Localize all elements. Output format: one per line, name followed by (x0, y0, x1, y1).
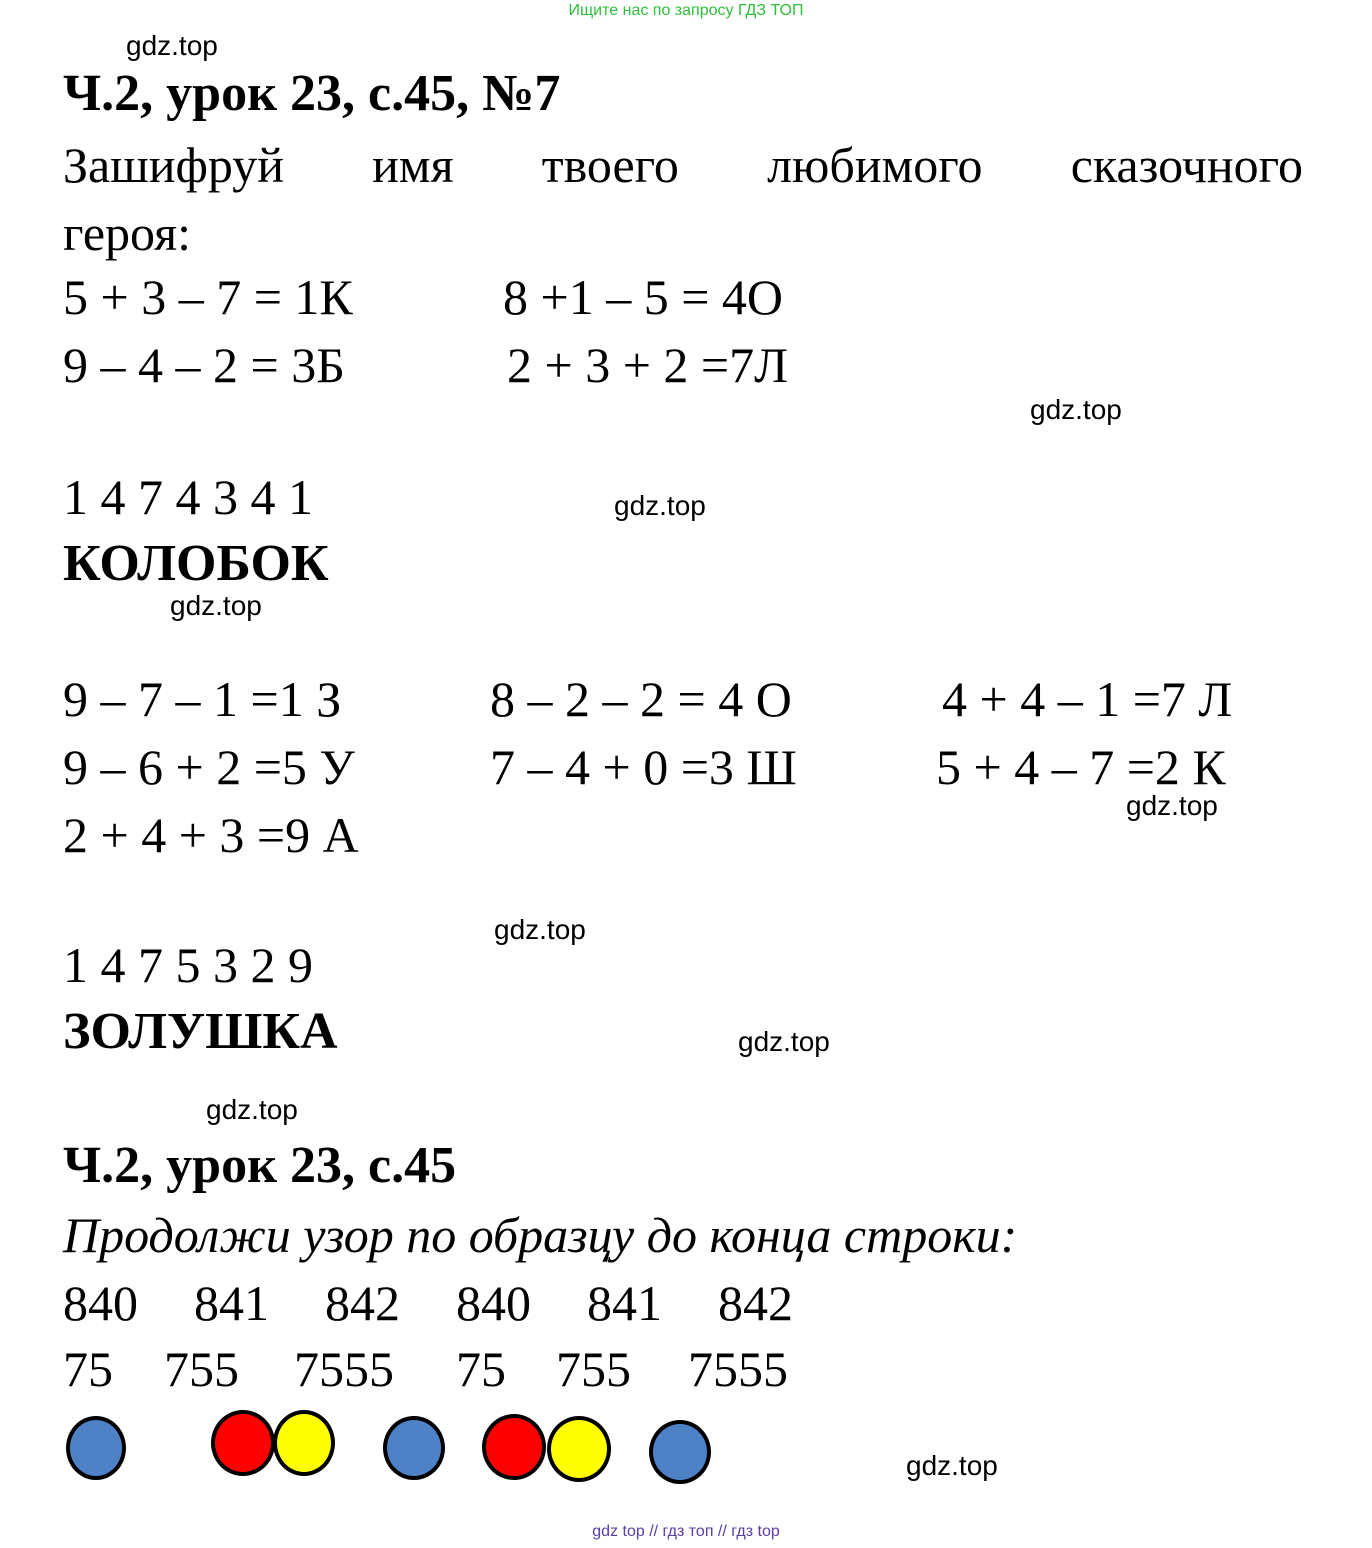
number-item: 840 (63, 1275, 138, 1331)
circle-red (211, 1410, 275, 1476)
equation: 9 – 7 – 1 =1 З (63, 671, 342, 727)
watermark: gdz.top (1126, 790, 1218, 821)
circle-blue (383, 1416, 445, 1480)
number-item: 842 (325, 1275, 400, 1331)
circle-red (482, 1414, 546, 1480)
section2-heading: Ч.2, урок 23, с.45 (63, 1137, 457, 1194)
code-sequence: 1 4 7 4 3 4 1 (63, 469, 313, 525)
number-item: 755 (556, 1341, 631, 1397)
equation: 8 +1 – 5 = 4О (503, 269, 784, 325)
circle-blue (649, 1420, 711, 1484)
answer-word: ЗОЛУШКА (63, 1003, 338, 1060)
circle-blue (66, 1416, 126, 1480)
watermark: gdz.top (1030, 394, 1122, 425)
number-item: 755 (164, 1341, 239, 1397)
number-item: 841 (194, 1275, 269, 1331)
circle-yellow (547, 1416, 611, 1482)
circle-yellow (273, 1410, 335, 1476)
equation: 2 + 3 + 2 =7Л (507, 337, 789, 393)
section2-task: Продолжи узор по образцу до конца строки: (63, 1207, 1018, 1263)
task-word: любимого (767, 137, 983, 193)
number-item: 7555 (294, 1341, 394, 1397)
equation: 9 – 4 – 2 = 3Б (63, 337, 345, 393)
task-line-2: героя: (63, 205, 191, 261)
number-item: 842 (718, 1275, 793, 1331)
number-item: 841 (587, 1275, 662, 1331)
watermark: gdz.top (126, 30, 218, 61)
task-word: имя (372, 137, 454, 193)
equation: 5 + 3 – 7 = 1К (63, 269, 353, 325)
code-sequence: 1 4 7 5 3 2 9 (63, 937, 313, 993)
equation: 4 + 4 – 1 =7 Л (942, 671, 1233, 727)
answer-word: КОЛОБОК (63, 535, 329, 592)
watermark: gdz.top (170, 590, 262, 621)
number-item: 7555 (688, 1341, 788, 1397)
number-item: 75 (63, 1341, 113, 1397)
task-word: сказочного (1070, 137, 1303, 193)
watermark: gdz.top (906, 1450, 998, 1481)
equation: 2 + 4 + 3 =9 А (63, 807, 359, 863)
equation: 9 – 6 + 2 =5 У (63, 739, 355, 795)
watermark: gdz.top (494, 914, 586, 945)
watermark: gdz.top (206, 1094, 298, 1125)
task-word: твоего (541, 137, 679, 193)
equation: 8 – 2 – 2 = 4 О (490, 671, 792, 727)
watermark: gdz.top (614, 490, 706, 521)
equation: 7 – 4 + 0 =3 Ш (490, 739, 797, 795)
footer-banner: gdz top // гдз топ // гдз top (592, 1523, 780, 1540)
watermark: gdz.top (738, 1026, 830, 1057)
section1-heading: Ч.2, урок 23, с.45, №7 (63, 65, 561, 122)
task-line-1 (63, 136, 1303, 194)
equation: 5 + 4 – 7 =2 К (936, 739, 1226, 795)
task-word: Зашифруй (63, 137, 284, 193)
number-item: 75 (456, 1341, 506, 1397)
search-banner: Ищите нас по запросу ГДЗ ТОП (568, 2, 804, 19)
number-item: 840 (456, 1275, 531, 1331)
